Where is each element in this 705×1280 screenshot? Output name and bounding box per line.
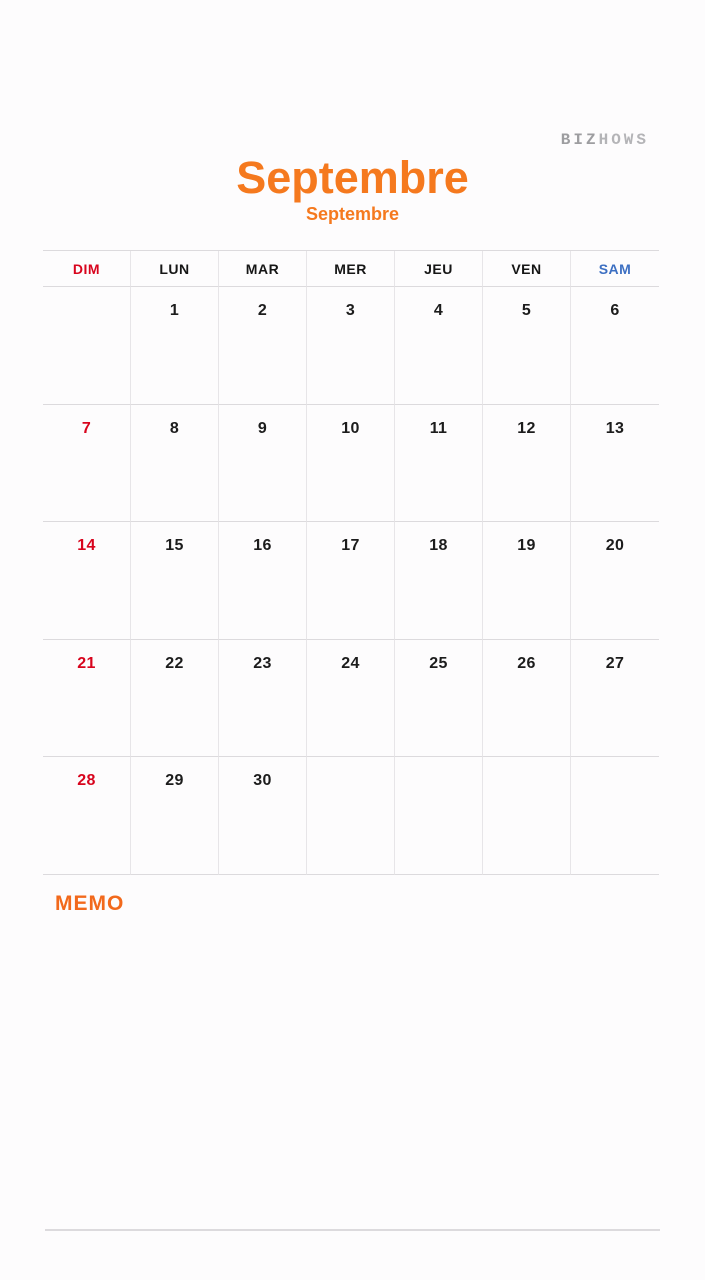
date-cell: 19 bbox=[483, 522, 571, 640]
date-cell: 10 bbox=[307, 405, 395, 523]
date-cell: 27 bbox=[571, 640, 659, 758]
date-cell: 24 bbox=[307, 640, 395, 758]
page-title: Septembre bbox=[236, 152, 469, 203]
date-cell: 11 bbox=[395, 405, 483, 523]
day-header-sam: SAM bbox=[571, 251, 659, 287]
day-header-jeu: JEU bbox=[395, 251, 483, 287]
date-cell: 3 bbox=[307, 287, 395, 405]
date-cell: 18 bbox=[395, 522, 483, 640]
day-header-mar: MAR bbox=[219, 251, 307, 287]
memo-label: MEMO bbox=[55, 892, 125, 915]
day-header-dim: DIM bbox=[43, 251, 131, 287]
memo-rule-line bbox=[45, 1229, 660, 1231]
date-cell: 13 bbox=[571, 405, 659, 523]
date-cell: 14 bbox=[43, 522, 131, 640]
page-subtitle: Septembre bbox=[305, 204, 400, 224]
date-cell: 15 bbox=[131, 522, 219, 640]
date-cell: 8 bbox=[131, 405, 219, 523]
date-cell: 12 bbox=[483, 405, 571, 523]
date-cell: 17 bbox=[307, 522, 395, 640]
date-cell: 1 bbox=[131, 287, 219, 405]
date-cell bbox=[307, 757, 395, 875]
date-cell: 6 bbox=[571, 287, 659, 405]
date-cell bbox=[395, 757, 483, 875]
date-cell: 16 bbox=[219, 522, 307, 640]
day-header-ven: VEN bbox=[483, 251, 571, 287]
day-header-lun: LUN bbox=[131, 251, 219, 287]
date-cell: 2 bbox=[219, 287, 307, 405]
date-cell: 9 bbox=[219, 405, 307, 523]
date-cell: 25 bbox=[395, 640, 483, 758]
title-block bbox=[0, 153, 705, 225]
date-cell: 22 bbox=[131, 640, 219, 758]
date-cell: 4 bbox=[395, 287, 483, 405]
logo-text-hows: HOWS bbox=[598, 131, 649, 149]
date-cell: 23 bbox=[219, 640, 307, 758]
date-cell: 7 bbox=[43, 405, 131, 523]
date-cell: 28 bbox=[43, 757, 131, 875]
date-cell: 30 bbox=[219, 757, 307, 875]
day-header-mer: MER bbox=[307, 251, 395, 287]
date-cell: 20 bbox=[571, 522, 659, 640]
date-cell: 21 bbox=[43, 640, 131, 758]
bizhows-logo bbox=[561, 131, 649, 149]
date-cell: 29 bbox=[131, 757, 219, 875]
date-cell: 26 bbox=[483, 640, 571, 758]
calendar-grid bbox=[43, 250, 659, 875]
logo-text-biz: BIZ bbox=[560, 131, 599, 149]
date-cell bbox=[571, 757, 659, 875]
date-cell bbox=[483, 757, 571, 875]
date-cell: 5 bbox=[483, 287, 571, 405]
date-cell bbox=[43, 287, 131, 405]
